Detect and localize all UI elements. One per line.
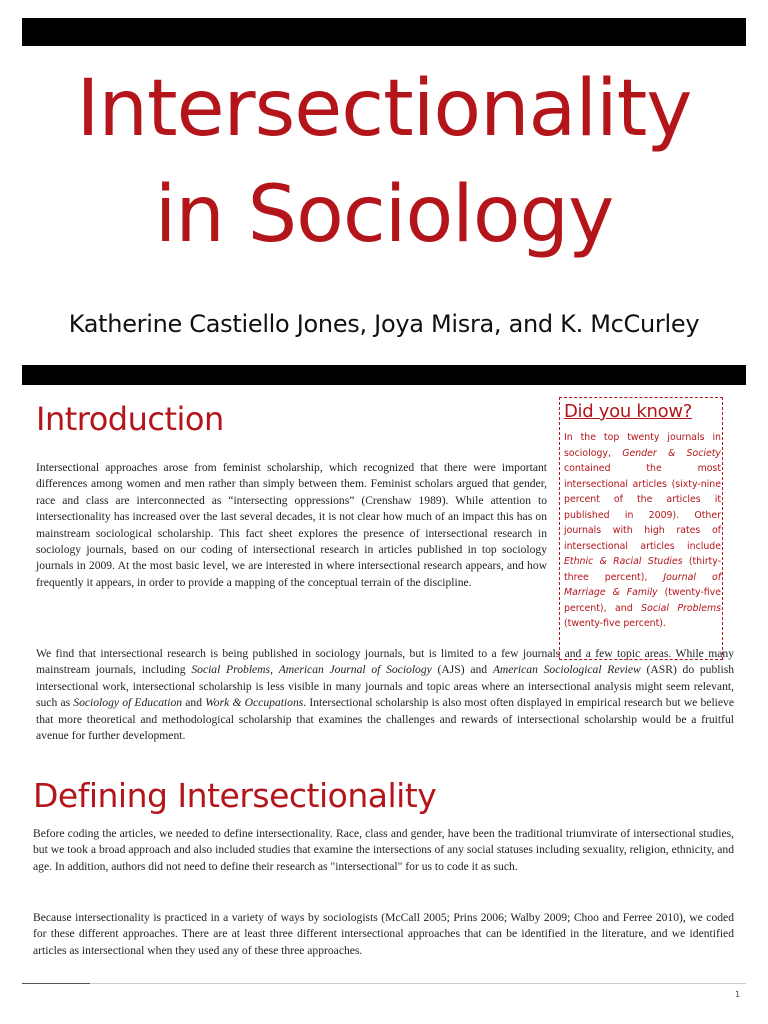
- title-line-2: in Sociology: [154, 170, 614, 260]
- did-you-know-sidebar: [559, 397, 723, 660]
- journal-title: Social Problems: [191, 663, 271, 677]
- journal-title: Work & Occupations: [205, 696, 304, 710]
- defining-paragraph-1: Before coding the articles, we needed to define intersectionality. Race, class and gender, have been the traditional triumvirate of intersectional studies, but we took a broad approach and also included studies that examine the intersections of any social statuses including sexuality, religion, ethnicity, and age. In addition, authors did not need to define their research as "intersectional" for us to code it as such.: [33, 827, 734, 873]
- journal-title: American Journal of Sociology: [278, 663, 432, 677]
- journal-title: American Sociological Review: [492, 663, 641, 677]
- journal-title: Gender & Society: [622, 447, 721, 459]
- journal-title: Journal of Marriage & Family: [564, 571, 721, 598]
- introduction-heading: Introduction: [36, 400, 224, 438]
- top-black-bar: [22, 18, 746, 46]
- page-number: 1: [735, 990, 741, 999]
- footer-rule: [22, 983, 746, 984]
- sidebar-heading: Did you know?: [564, 401, 693, 422]
- divider-black-bar: [22, 365, 746, 385]
- introduction-paragraph-2: We find that intersectional research is being published in sociology journals, but is limited to a few journals and a few topic areas. While many mainstream journals, including Social Problems, American Journal of Sociology (AJS) and American Sociological Review (ASR) do publish intersectional work, intersectional scholarship is less visible in many journals and topic areas where an intersectional analysis might seem relevant, such as Sociology of Education and Work & Occupations. Intersectional scholarship is also most often displayed in empirical research but we believe that more theoretical and methodological scholarship that examines the challenges and rewards of intersectional scholarship would be a fruitful avenue for further development.: [36, 647, 735, 743]
- journal-title: Social Problems: [641, 602, 721, 614]
- sidebar-text: In the top twenty journals in sociology, Gender & Society contained the most intersectional articles (sixty-nine percent of the articles it published in 2009). Other journals with high rates of intersectional articles include Ethnic & Racial Studies (thirty-three percent), Journal of Marriage & Family (twenty-five percent), and Social Problems (twenty-five percent).: [564, 432, 722, 629]
- journal-title: Sociology of Education: [73, 696, 183, 710]
- title-line-1: Intersectionality: [76, 64, 692, 154]
- journal-title: Ethnic & Racial Studies: [564, 556, 683, 567]
- defining-heading: Defining Intersectionality: [33, 776, 437, 815]
- authors: Katherine Castiello Jones, Joya Misra, and K. McCurley: [68, 310, 700, 338]
- introduction-paragraph-1: Intersectional approaches arose from feminist scholarship, which recognized that there were important differences among women and men rather than simply between them. Feminist scholars argued that gender, race and class are interconnected as “intersecting oppressions” (Crenshaw 1989). While attention to intersectionality has increased over the last several decades, it is not clear how much of an impact this has on mainstream sociological scholarship. This fact sheet explores the presence of intersectional research in sociology journals, based on our coding of intersectional research in articles published in top sociology journals in 2009. At the most basic level, we are interested in where intersectional research appears, and how frequently it appears, in order to provide a mapping of the conceptual terrain of the discipline.: [36, 461, 547, 589]
- defining-paragraph-2: Because intersectionality is practiced in a variety of ways by sociologists (McCall 2005; Prins 2006; Walby 2009; Choo and Ferree 2010), we coded for these different approaches. There are at least three different intersectional approaches that can be identified in the literature, and we identified articles as intersectional when they used any of these three approaches.: [33, 911, 734, 957]
